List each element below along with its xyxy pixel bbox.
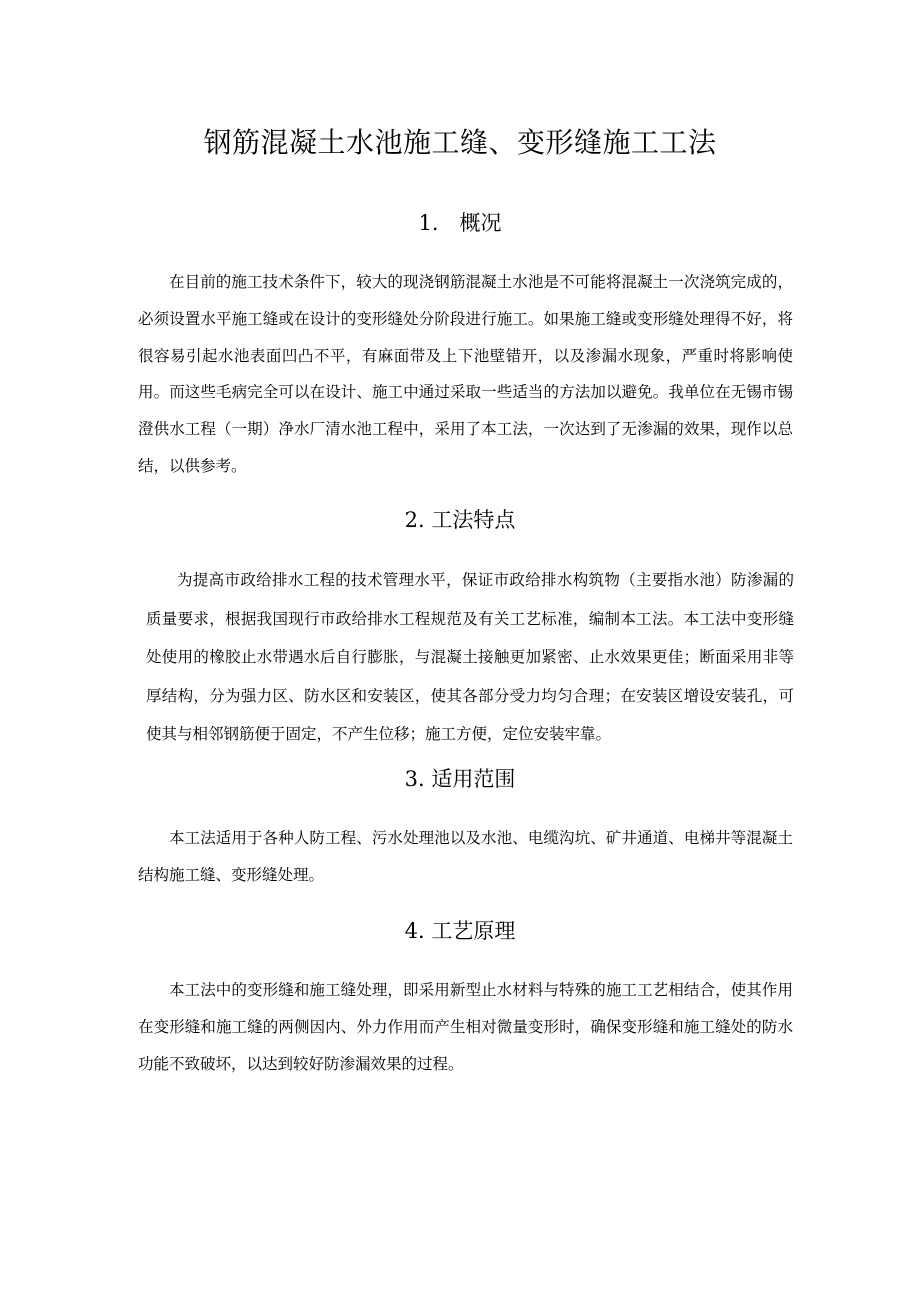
section-heading-principle: 4. 工艺原理 [404, 919, 516, 943]
section-heading-scope: 3. 适用范围 [404, 767, 516, 791]
page-title: 钢筋混凝土水池施工缝、变形缝施工工法 [203, 126, 717, 159]
section-heading-features: 2. 工法特点 [404, 508, 516, 532]
section-paragraph-overview: 在目前的施工技术条件下，较大的现浇钢筋混凝土水池是不可能将混凝土一次浇筑完成的，必须设置水平施工缝或在设计的变形缝处分阶段进行施工。如果施工缝或变形缝处理得不好，将很容易引起水池表面凹凸不平，有麻面带及上下池壁错开，以及渗漏水现象，严重时将影响使用。而这些毛病完全可以在设计、施工中通过采取一些适当的方法加以避免。我单位在无锡市锡澄供水工程（一期）净水厂清水池工程中，采用了本工法，一次达到了无渗漏的效果，现作以总结，以供参考。 [138, 273, 793, 475]
section-paragraph-features: 为提高市政给排水工程的技术管理水平，保证市政给排水构筑物（主要指水池）防渗漏的质量要求，根据我国现行市政给排水工程规范及有关工艺标准，编制本工法。本工法中变形缝处使用的橡胶止水带遇水后自行膨胀，与混凝土接触更加紧密、止水效果更佳；断面采用非等厚结构，分为强力区、防水区和安装区，使其各部分受力均匀合理；在安装区增设安装孔，可使其与相邻钢筋便于固定，不产生位移；施工方便，定位安装牢靠。 [146, 571, 794, 743]
section-paragraph-scope: 本工法适用于各种人防工程、污水处理池以及水池、电缆沟坑、矿井通道、电梯井等混凝土结构施工缝、变形缝处理。 [138, 829, 793, 884]
section-heading-overview: 1. 概况 [418, 211, 502, 235]
section-paragraph-principle: 本工法中的变形缝和施工缝处理，即采用新型止水材料与特殊的施工工艺相结合，使其作用在变形缝和施工缝的两侧因内、外力作用而产生相对微量变形时，确保变形缝和施工缝处的防水功能不致破坏，以达到较好防渗漏效果的过程。 [138, 981, 793, 1073]
